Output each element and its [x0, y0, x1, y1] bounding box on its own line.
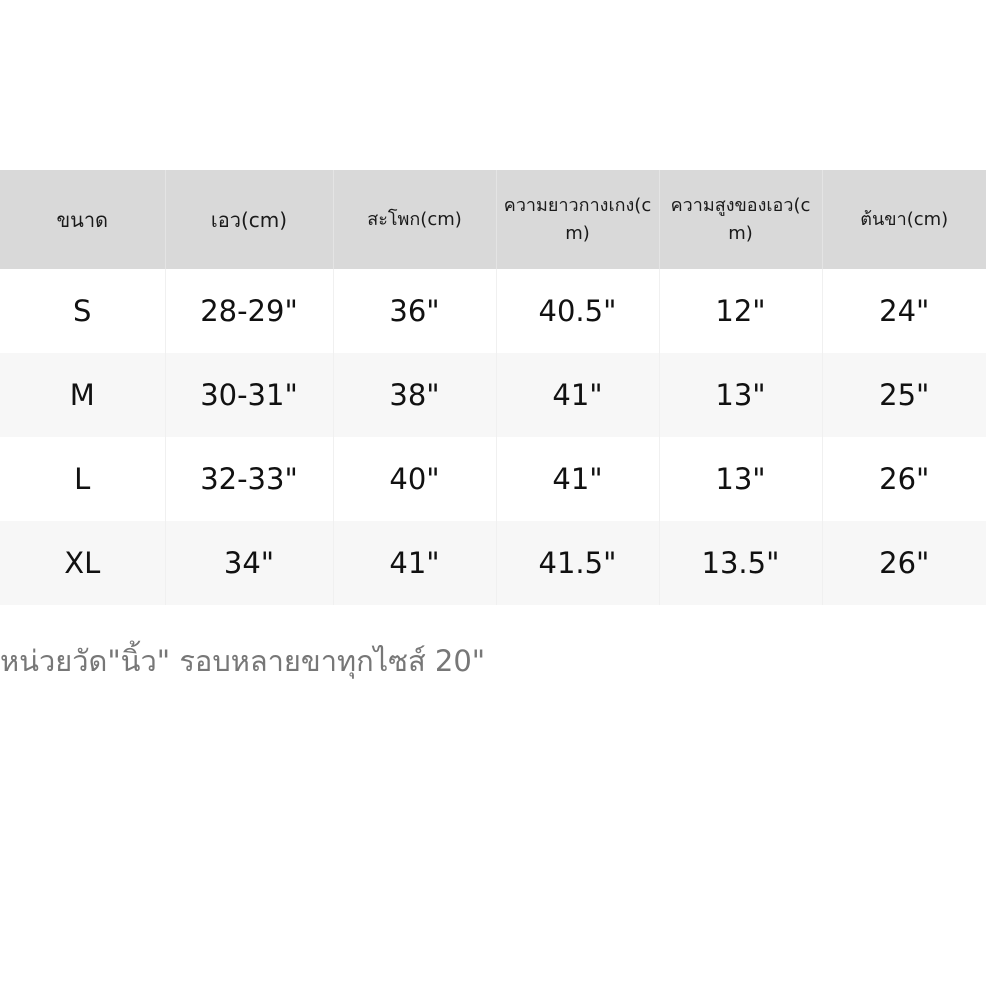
table-header	[0, 170, 986, 269]
header-waist: เอว(cm)	[165, 170, 333, 269]
cell-pants-length: 41"	[496, 437, 659, 521]
table-row	[0, 353, 986, 437]
header-thigh: ต้นขา(cm)	[860, 208, 949, 230]
cell-rise: 13"	[659, 353, 822, 437]
table-row	[0, 521, 986, 605]
header-size: ขนาด	[0, 170, 165, 269]
cell-rise: 12"	[659, 269, 822, 353]
table-body	[0, 269, 986, 605]
cell-pants-length: 41.5"	[496, 521, 659, 605]
cell-size: XL	[0, 521, 165, 605]
cell-rise: 13.5"	[659, 521, 822, 605]
cell-pants-length: 41"	[496, 353, 659, 437]
cell-size: S	[0, 269, 165, 353]
table-row	[0, 437, 986, 521]
header-hip: สะโพก(cm)	[333, 170, 496, 269]
cell-waist: 30-31"	[165, 353, 333, 437]
cell-hip: 41"	[333, 521, 496, 605]
cell-hip: 36"	[333, 269, 496, 353]
cell-thigh: 26"	[879, 546, 930, 580]
header-rise: ความสูงของเอว(cm)	[659, 170, 822, 269]
cell-pants-length: 40.5"	[496, 269, 659, 353]
cell-waist: 32-33"	[165, 437, 333, 521]
cell-hip: 40"	[333, 437, 496, 521]
table-row	[0, 269, 986, 353]
cell-hip: 38"	[333, 353, 496, 437]
cell-waist: 34"	[165, 521, 333, 605]
header-row	[0, 170, 986, 269]
header-pants-length: ความยาวกางเกง(cm)	[496, 170, 659, 269]
cell-thigh: 26"	[879, 462, 930, 496]
cell-waist: 28-29"	[165, 269, 333, 353]
cell-thigh: 25"	[879, 378, 930, 412]
size-chart-table	[0, 170, 986, 605]
measurement-note: หน่วยวัด"นิ้ว" รอบหลายขาทุกไซส์ 20"	[0, 644, 486, 678]
cell-size: L	[0, 437, 165, 521]
cell-thigh: 24"	[879, 294, 930, 328]
cell-rise: 13"	[659, 437, 822, 521]
cell-size: M	[0, 353, 165, 437]
